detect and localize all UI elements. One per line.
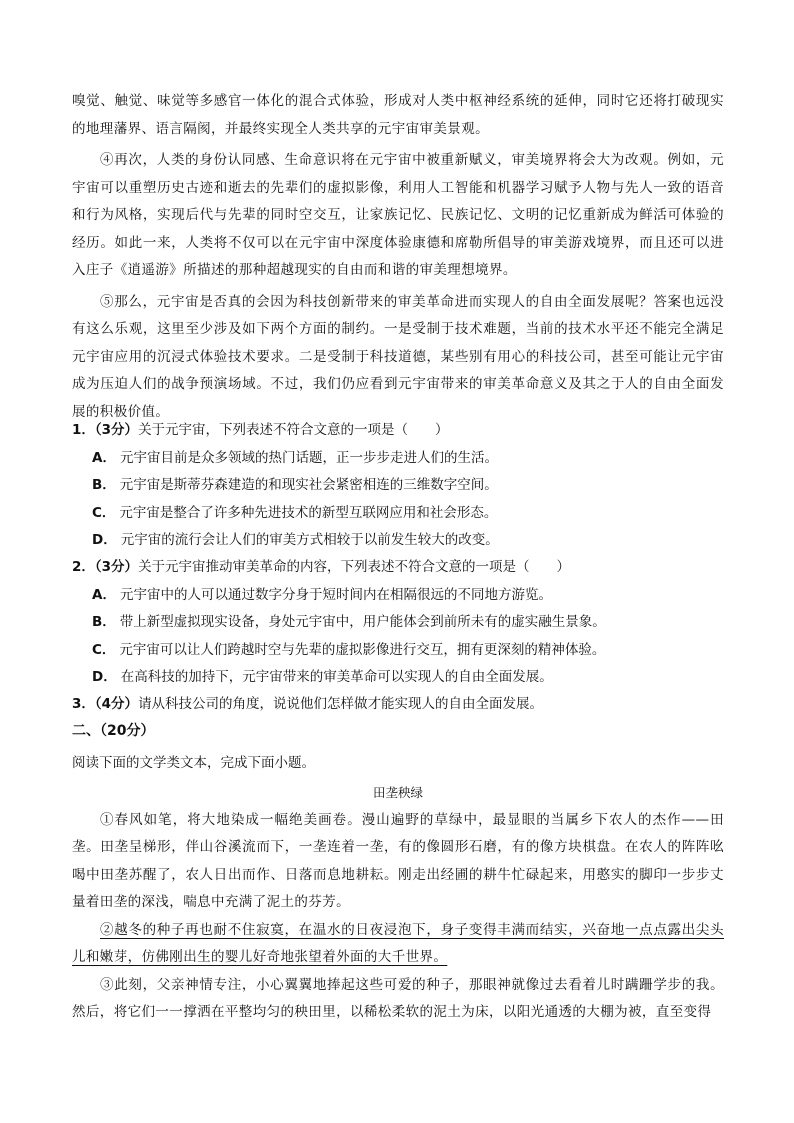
question-number: 1． [72, 422, 95, 438]
underlined-sentence: ②越冬的种子再也耐不住寂寞，在温水的日夜浸泡下，身子变得丰满而结实，兴奋地一点点露出尖头儿和嫩芽，仿佛刚出生的婴儿好奇地张望着外面的大千世界。 [72, 921, 724, 965]
option-d: D． 在高科技的加持下，元宇宙带来的审美革命可以实现人的自由全面发展。 [92, 669, 553, 685]
option-a: A． 元宇宙目前是众多领域的热门话题，正一步步走进人们的生活。 [92, 449, 498, 466]
section-two [72, 718, 724, 1027]
paragraph-5: ⑤那么，元宇宙是否真的会因为科技创新带来的审美革命进而实现人的自由全面发展呢？答案也远没有这么乐观，这里至少涉及如下两个方面的制约。一是受制于技术难题，当前的技术水平还不能完全满足元宇宙应用的沉浸式体验技术要求。二是受制于科技道德，某些别有用心的科技公司，甚至可能让元宇宙成为压迫人们的战争预演场域。不过，我们仍应看到元宇宙带来的审美革命意义及其之于人的自由全面发展的积极价值。 [72, 293, 724, 420]
option-b: B． 元宇宙是斯蒂芬森建造的和现实社会紧密相连的三维数字空间。 [92, 477, 498, 493]
question-number: 2． [72, 559, 95, 575]
option-c: C． 元宇宙是整合了许多种先进技术的新型互联网应用和社会形态。 [92, 504, 498, 521]
passage2-paragraph-3: ③此刻，父亲神情专注，小心翼翼地捧起这些可爱的种子，那眼神就像过去看着儿时蹒跚学步的我。然后，将它们一一撑洒在平整均匀的秧田里，以稀松柔软的泥土为床，以阳光通透的大棚为被，直至变得 [72, 976, 724, 1020]
option-a: A． 元宇宙中的人可以通过数字分身于短时间内在相隔很远的不同地方游览。 [92, 586, 552, 603]
question-score: （3分） [94, 422, 139, 438]
question-score: （3分） [94, 559, 139, 575]
question-number: 3． [72, 696, 95, 712]
passage2-paragraph-2 [72, 917, 724, 972]
question-stem: 关于元宇宙，下列表述不符合文意的一项是（ ） [138, 422, 449, 438]
passage2-paragraph-1: ①春风如笔，将大地染成一幅绝美画卷。漫山遍野的草绿中，最显眼的当属乡下农人的杰作——田垄。田垄呈梯形，伴山谷溪流而下，一垄连着一垄，有的像圆形石磨，有的像方块棋盘。在农人的阵阵吆喝中田垄苏醒了，农人日出而作、日落而息地耕耘。刚走出经圃的耕牛忙碌起来，用憨实的脚印一步步丈量着田垄的深浅，喘息中充满了泥土的芬芳。 [72, 811, 724, 910]
question-stem: 关于元宇宙推动审美革命的内容，下列表述不符合文意的一项是（ ） [138, 559, 571, 575]
question-score: （4分） [94, 696, 139, 712]
option-c: C． 元宇宙可以让人们跨越时空与先辈的虚拟影像进行交互，拥有更深刻的精神体验。 [92, 641, 606, 658]
question-2 [72, 554, 724, 692]
question-3 [72, 691, 724, 719]
option-b: B． 带上新型虚拟现实设备，身处元宇宙中，用户能体会到前所未有的虚实融生景象。 [92, 614, 606, 630]
question-stem: 请从科技公司的角度，说说他们怎样做才能实现人的自由全面发展。 [138, 696, 544, 712]
paragraph-continued: 嗅觉、触觉、味觉等多感官一体化的混合式体验，形成对人类中枢神经系统的延伸，同时它还将打破现实的地理藩界、语言隔阂，并最终实现全人类共享的元宇宙审美景观。 [72, 93, 724, 137]
paragraph-4: ④再次，人类的身份认同感、生命意识将在元宇宙中被重新赋义，审美境界将会大为改观。例如，元宇宙可以重塑历史古迹和逝去的先辈们的虚拟影像，利用人工智能和机器学习赋予人物与先人一致的语音和行为风格，实现后代与先辈的同时空交互，让家族记忆、民族记忆、文明的记忆重新成为鲜活可体验的经历。如此一来，人类将不仅可以在元宇宙中深度体验康德和席勒所倡导的审美游戏境界，而且还可以进入庄子《逍遥游》所描述的那种超越现实的自由而和谐的审美理想境界。 [72, 152, 724, 278]
question-1 [72, 417, 724, 555]
section-heading: 二、（20分） [72, 723, 155, 739]
passage-title: 田垄秧绿 [372, 785, 423, 800]
section-instruction: 阅读下面的文学类文本，完成下面小题。 [72, 754, 315, 771]
option-d: D． 元宇宙的流行会让人们的审美方式相较于以前发生较大的改变。 [92, 532, 499, 548]
passage-one [72, 88, 724, 426]
